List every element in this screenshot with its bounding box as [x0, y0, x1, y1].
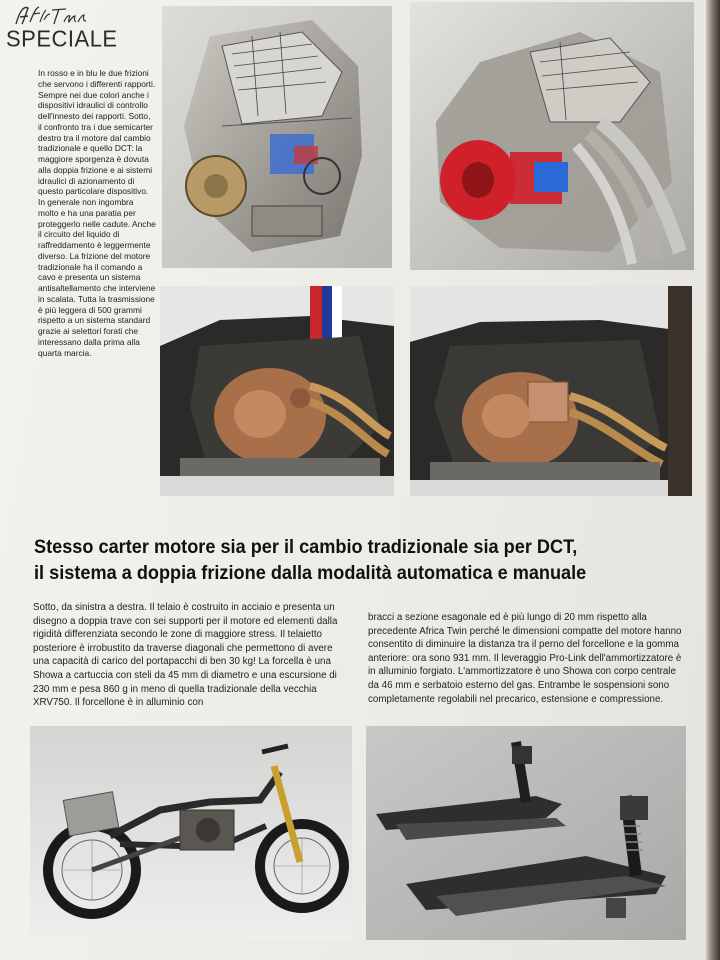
- engine-side-standard-photo: [160, 286, 394, 496]
- engine-side-dct-photo: [410, 286, 692, 496]
- page-edge: [706, 0, 720, 960]
- article-headline: [34, 534, 629, 586]
- body-column-2: bracci a sezione esagonale ed è più lungo di 20 mm rispetto alla precedente Africa Twin perché le dimensioni compatte del motore hanno consentito di diminuire la distanza tra il perno del forcellone e la gomma anteriore: ora sono 931 mm. Il leveraggio Pro-Link dell'ammortizzatore è in alluminio forgiato. L'ammortizzatore è uno Showa con corpo centrale da 46 mm e serbatoio esterno del gas. Entrambe le sospensioni sono completamente regolabili nel precarico, estensione e compressione.: [368, 612, 682, 705]
- photo-caption: In rosso e in blu le due frizioni che servono i differenti rapporti. Sempre nei due colori anche i dispositivi idraulici di controllo dell'innesto dei rapporti. Sotto, il confronto tra i due semicarter destro tra il motore dal cambio tradizionale e quello DCT: la maggiore sporgenza è dovuta alla doppia frizione e ai sistemi idraulici di azionamento di questo particolare dispositivo. In generale non ingombra molto e ha una paratia per proteggerlo nelle cadute. Anche il circuito del liquido di raffreddamento è leggermente diverso. La frizione del motore tradizionale ha il comando a cavo e presenta un sistema antisaltellamento che interviene in scalata. Tutta la trasmissione è più leggera di 500 grammi rispetto a un sistema standard grazie ai selettori forati che interessano dalla prima alla quarta marcia.: [38, 68, 156, 358]
- headline-line-2: il sistema a doppia frizione dalla modalità automatica e manuale: [34, 562, 587, 584]
- section-label: SPECIALE: [6, 25, 118, 52]
- bare-frame-motorcycle-photo: [30, 726, 352, 940]
- engine-cutaway-right-photo: [410, 2, 694, 270]
- headline-line-1: Stesso carter motore sia per il cambio tradizionale sia per DCT,: [34, 536, 578, 558]
- swingarm-shock-photo: [366, 726, 686, 940]
- body-column-1: Sotto, da sinistra a destra. Il telaio è costruito in acciaio e presenta un disegno a doppia trave con sei supporti per il motore ed elementi dalla rigidità differenziata secondo le zone di maggiore stress. Il telaietto posteriore è irrobustito da traverse diagonali che permettono di avere una capacità di carico del portapacchi di ben 30 kg! La forcella è una Showa a cartuccia con steli da 45 mm di diametro e una escursione di 230 mm e pesa 860 g in meno di quella tradizionale della vecchia XRV750. Il forcellone è in alluminio con: [33, 602, 338, 709]
- engine-cutaway-left-photo: [162, 6, 392, 268]
